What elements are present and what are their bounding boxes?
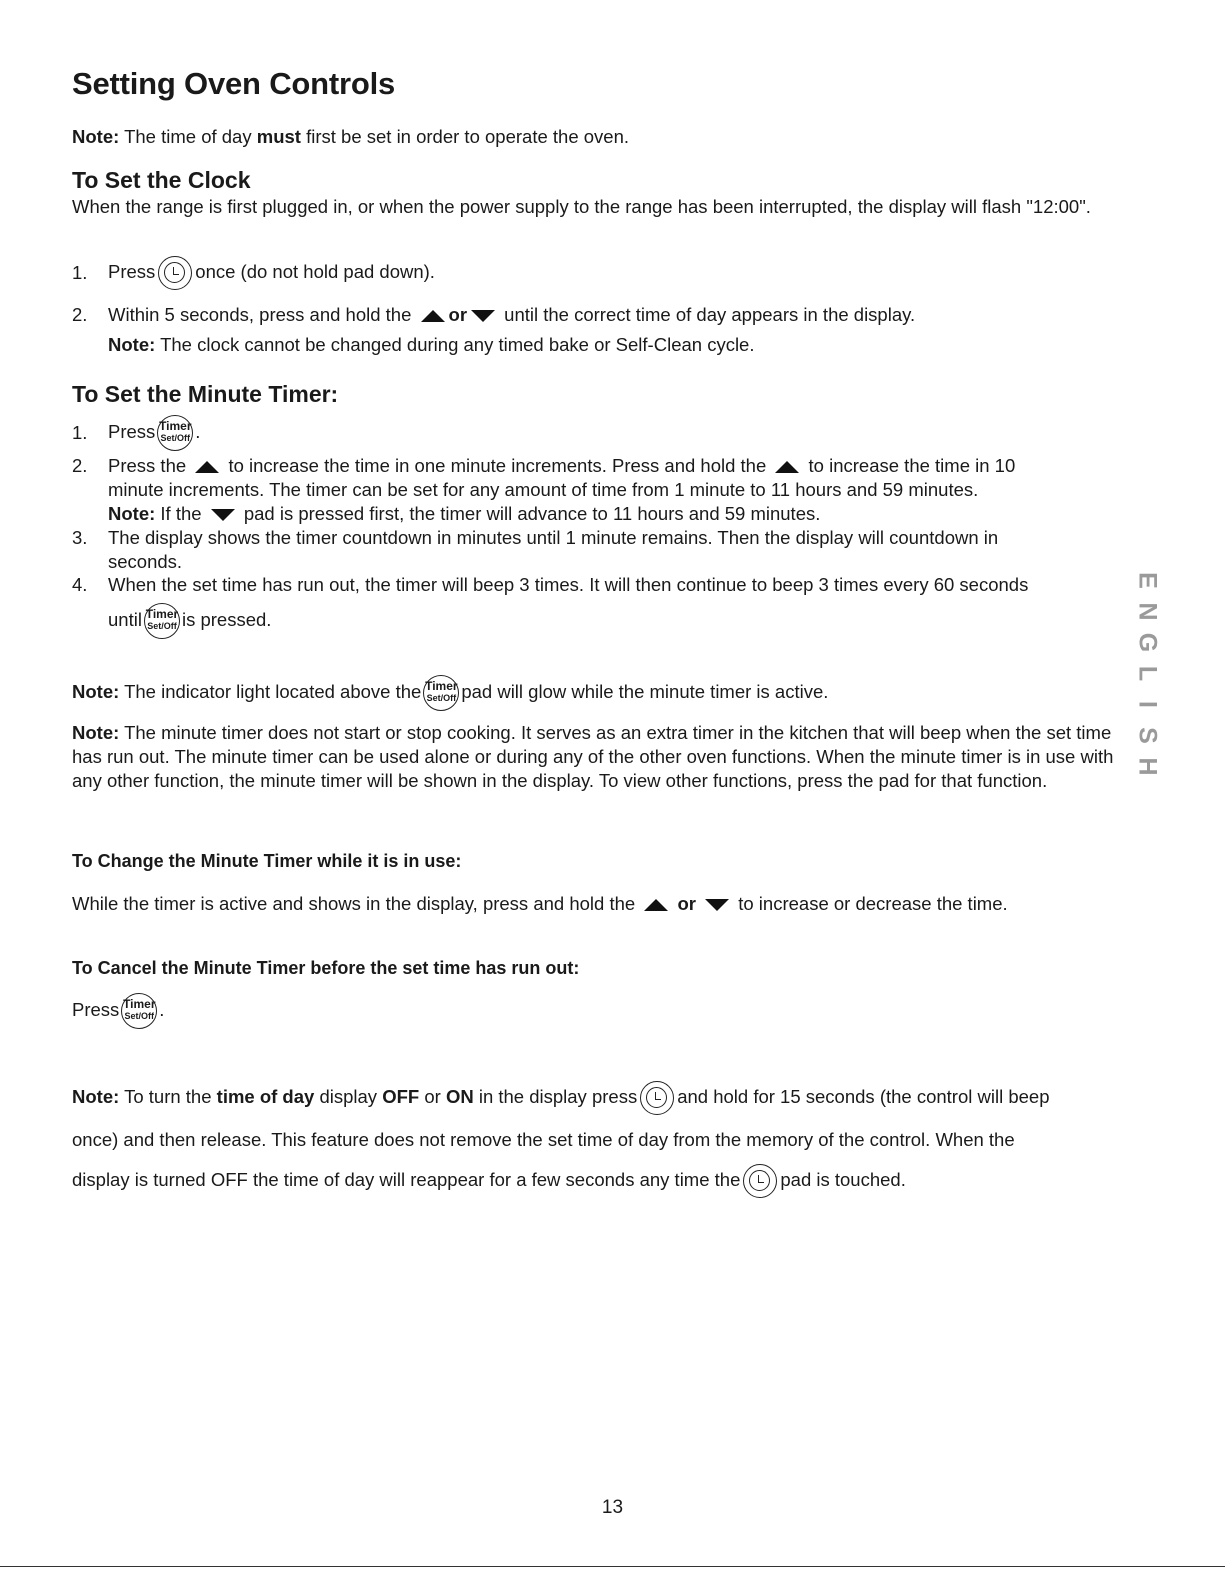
clock-heading: To Set the Clock	[72, 167, 251, 193]
arrow-up-icon	[421, 310, 445, 322]
timer-step-1	[0, 415, 1225, 451]
note-text: If the	[160, 503, 202, 524]
change-timer-heading: To Change the Minute Timer while it is in use:	[72, 851, 462, 871]
step-number: 4.	[72, 574, 88, 595]
step-text: .	[195, 420, 201, 442]
note-text: in the display press	[473, 1085, 638, 1107]
minute-timer-note	[72, 721, 1117, 793]
timer-icon-bottom: Set/Off	[160, 433, 191, 443]
timer-icon-top: Timer	[159, 419, 192, 433]
timer-icon-top: Timer	[425, 679, 458, 693]
body-text: Press	[72, 998, 120, 1020]
note-label: Note:	[72, 680, 120, 702]
timer-step-2-note	[108, 502, 820, 526]
note-text: pad will glow while the minute timer is active.	[461, 680, 829, 702]
step-text: When the set time has run out, the timer will beep 3 times. It will then continue to beep 3 times every 60 seconds	[108, 574, 1029, 595]
sidebar-letter: H	[1133, 757, 1162, 776]
sidebar-letter: G	[1133, 632, 1162, 653]
note-text: or	[419, 1085, 446, 1107]
page-number: 13	[601, 1497, 624, 1518]
step-text: is pressed.	[181, 608, 272, 630]
timer-step-4-line2	[108, 603, 271, 639]
timer-icon-top: Timer	[145, 607, 179, 621]
timer-step-2-line2: minute increments. The timer can be set for any amount of time from 1 minute to 11 hours and 59 minutes.	[108, 479, 979, 500]
note-text: The indicator light located above the	[124, 680, 422, 702]
step-number: 1.	[72, 262, 88, 283]
timer-icon-bottom: Set/Off	[147, 621, 177, 631]
arrow-up-icon	[644, 899, 668, 911]
step-text: to increase the time in one minute increments. Press and hold the	[228, 455, 767, 476]
timer-set-off-icon	[157, 415, 193, 451]
step-text: until the correct time of day appears in the display.	[504, 304, 916, 325]
step-text: to increase the time in 10	[808, 455, 1016, 476]
cancel-timer-heading: To Cancel the Minute Timer before the set time has run out:	[72, 958, 580, 978]
page-title: Setting Oven Controls	[72, 66, 396, 101]
arrow-up-icon	[775, 461, 799, 473]
arrow-down-icon	[211, 509, 235, 521]
timer-heading: To Set the Minute Timer:	[72, 381, 339, 407]
timer-set-off-icon	[121, 993, 157, 1029]
intro-text-c: first be set in order to operate the oven.	[300, 126, 630, 147]
intro-text-emphasis: must	[256, 126, 301, 147]
or-text: or	[448, 304, 468, 325]
note-label: Note:	[108, 334, 156, 355]
timer-set-off-icon	[423, 675, 459, 711]
note-label: Note:	[72, 722, 120, 743]
clock-icon	[640, 1081, 674, 1115]
step-text: once (do not hold pad down).	[195, 260, 435, 282]
sidebar-letter: N	[1133, 602, 1162, 621]
step-number: 2.	[72, 304, 88, 325]
body-text: to increase or decrease the time.	[738, 893, 1008, 914]
clock-note	[108, 333, 755, 357]
step-number: 1.	[72, 422, 88, 443]
note-text: pad is touched.	[780, 1168, 906, 1190]
timer-icon-bottom: Set/Off	[124, 1011, 155, 1021]
arrow-down-icon	[705, 899, 729, 911]
note-text: pad is pressed first, the timer will advance to 11 hours and 59 minutes.	[243, 503, 821, 524]
timer-set-off-icon	[144, 603, 180, 639]
note-emphasis: OFF	[382, 1085, 420, 1107]
clock-step-1	[0, 256, 1225, 290]
time-of-day-note-line2: once) and then release. This feature does not remove the set time of day from the memory of the control. When the	[72, 1129, 1015, 1150]
time-of-day-note-line3	[72, 1164, 906, 1198]
step-text: Press	[108, 260, 156, 282]
timer-icon-top: Timer	[123, 997, 156, 1011]
clock-paragraph: When the range is first plugged in, or when the power supply to the range has been interrupted, the display will flash "12:00".	[72, 196, 1091, 217]
note-text: To turn the	[124, 1085, 217, 1107]
change-timer-text	[72, 892, 1008, 916]
step-number: 2.	[72, 455, 88, 476]
step-text: Press	[108, 420, 156, 442]
note-label: Note:	[72, 126, 120, 147]
note-label: Note:	[72, 1085, 120, 1107]
note-text: display is turned OFF the time of day will reappear for a few seconds any time the	[72, 1168, 741, 1190]
note-emphasis: ON	[445, 1085, 474, 1107]
body-text: .	[159, 998, 165, 1020]
sidebar-letter: S	[1133, 727, 1162, 744]
step-text: Within 5 seconds, press and hold the	[108, 304, 412, 325]
note-text: The minute timer does not start or stop cooking. It serves as an extra timer in the kitchen that will beep when the set time has run out. The minute timer can be used alone or during any of the other oven functions. When the minute timer is in use with any other function, the minute timer will be shown in the display. To view other functions, press the pad for that function.	[72, 722, 1114, 791]
intro-note	[72, 125, 629, 149]
language-sidebar-tab	[1132, 565, 1162, 782]
note-text: display	[314, 1085, 383, 1107]
timer-step-3-line2: seconds.	[108, 551, 183, 572]
footer-divider	[0, 1566, 1225, 1567]
clock-icon	[158, 256, 192, 290]
time-of-day-note-line1	[72, 1081, 1050, 1115]
step-text: The display shows the timer countdown in minutes until 1 minute remains. Then the display will countdown in	[108, 527, 999, 548]
body-text: While the timer is active and shows in the display, press and hold the	[72, 893, 636, 914]
note-text: and hold for 15 seconds (the control will beep	[677, 1085, 1050, 1107]
intro-text-a: The time of day	[124, 126, 257, 147]
sidebar-letter: L	[1133, 665, 1162, 682]
arrow-down-icon	[471, 310, 495, 322]
sidebar-letter: E	[1133, 572, 1162, 589]
note-label: Note:	[108, 503, 156, 524]
step-text: Press the	[108, 455, 187, 476]
step-number: 3.	[72, 527, 88, 548]
indicator-note	[72, 675, 828, 711]
step-text: until	[108, 608, 142, 630]
note-emphasis: time of day	[216, 1085, 315, 1107]
sidebar-letter: I	[1133, 701, 1162, 708]
arrow-up-icon	[195, 461, 219, 473]
cancel-timer-text	[72, 993, 164, 1029]
timer-icon-bottom: Set/Off	[426, 693, 457, 703]
clock-icon	[743, 1164, 777, 1198]
or-text: or	[677, 893, 696, 914]
note-text: The clock cannot be changed during any timed bake or Self-Clean cycle.	[160, 334, 755, 355]
